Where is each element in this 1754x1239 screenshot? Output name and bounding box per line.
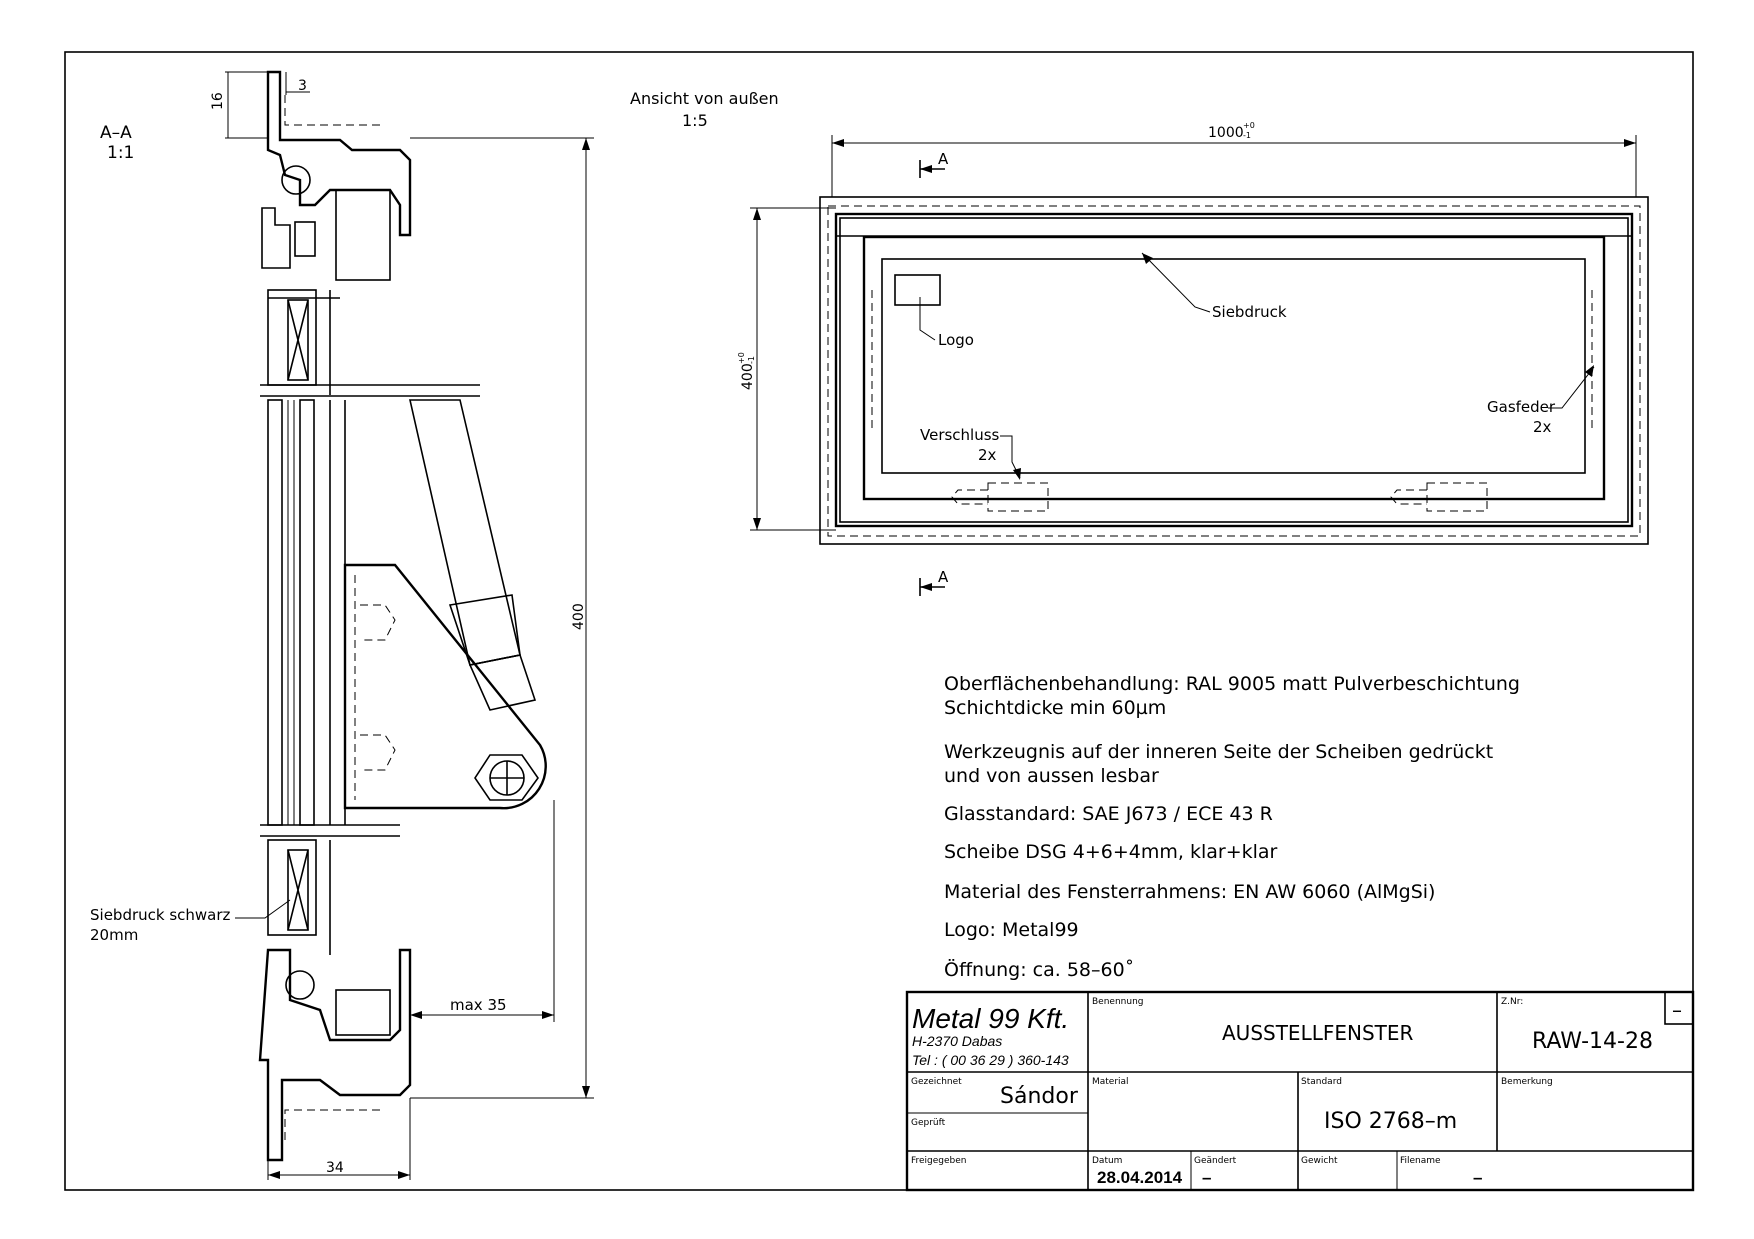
lock-right [1391,483,1487,511]
callout-print [90,900,290,944]
drawn-by: Sándor [1000,1084,1078,1109]
svg-text:Datum: Datum [1092,1156,1123,1166]
svg-text:-1: -1 [747,356,756,364]
note-tool-print-2: und von aussen lesbar [944,765,1159,787]
svg-text:Standard: Standard [1301,1077,1342,1087]
hinge-bracket [345,565,546,808]
svg-text:+0: +0 [1243,121,1255,130]
top-flange [268,72,410,235]
label-gasfeder [1487,365,1594,436]
revision: – [1672,998,1682,1022]
filename: – [1473,1168,1483,1187]
dim-top-height [210,72,268,138]
svg-text:Siebdruck: Siebdruck [1212,303,1287,321]
note-frame-material: Material des Fensterrahmens: EN AW 6060 (AlMgSi) [944,881,1436,903]
drawing-number: RAW-14-28 [1532,1029,1653,1054]
note-tool-print: Werkzeugnis auf der inneren Seite der Scheiben gedrückt [944,741,1494,763]
svg-text:A: A [938,150,949,168]
sash [864,237,1604,499]
svg-text:-1: -1 [1243,131,1251,140]
section-scale: 1:1 [107,143,135,163]
svg-text:400: 400 [571,603,587,630]
standard: ISO 2768–m [1324,1109,1458,1134]
svg-text:Geprüft: Geprüft [911,1118,946,1128]
svg-text:max 35: max 35 [450,996,507,1014]
lock-left [952,483,1048,511]
section-marker-bottom [920,568,949,596]
dim-width [832,121,1636,197]
dim-top-gap [286,72,310,95]
logo-box [895,275,940,305]
label-siebdruck [1142,253,1287,321]
svg-text:Logo: Logo [938,331,974,349]
title-block [907,992,1693,1190]
seal-circle-top [282,166,310,194]
section-view [90,72,594,1180]
svg-text:Geändert: Geändert [1194,1156,1237,1166]
note-opening: Öffnung: ca. 58–60˚ [944,959,1135,981]
svg-text:Siebdruck schwarz: Siebdruck schwarz [90,906,231,924]
svg-text:Bemerkung: Bemerkung [1501,1077,1553,1087]
svg-text:Gezeichnet: Gezeichnet [911,1077,962,1087]
front-view-title: Ansicht von außen [630,89,779,108]
note-logo: Logo: Metal99 [944,919,1079,941]
svg-text:20mm: 20mm [90,926,139,944]
svg-text:A: A [938,568,949,586]
note-thickness: Schichtdicke min 60µm [944,697,1167,719]
note-glass-standard: Glasstandard: SAE J673 / ECE 43 R [944,803,1273,825]
svg-text:Freigegeben: Freigegeben [911,1156,967,1166]
svg-text:2x: 2x [978,446,997,464]
dim-max-open [410,800,554,1022]
svg-text:Z.Nr:: Z.Nr: [1501,997,1524,1007]
part-name: AUSSTELLFENSTER [1222,1021,1414,1045]
svg-text:2x: 2x [1533,418,1552,436]
company-phone: Tel : ( 00 36 29 ) 360-143 [912,1052,1069,1068]
svg-text:Filename: Filename [1400,1156,1441,1166]
changed: – [1202,1168,1212,1187]
svg-text:Verschluss: Verschluss [920,426,1000,444]
front-view [630,89,1648,596]
dim-height-front [737,208,836,530]
svg-text:+0: +0 [737,352,746,364]
svg-text:Benennung: Benennung [1092,997,1144,1007]
svg-text:Gasfeder: Gasfeder [1487,398,1556,416]
svg-text:3: 3 [298,78,307,94]
note-pane: Scheibe DSG 4+6+4mm, klar+klar [944,841,1278,863]
svg-text:Material: Material [1092,1077,1129,1087]
gas-spring [410,400,520,665]
svg-text:Gewicht: Gewicht [1301,1156,1338,1166]
section-marker-top [920,150,949,178]
svg-text:16: 16 [210,92,226,110]
front-view-scale: 1:5 [682,111,708,130]
notes [944,673,1520,981]
outer-frame [820,197,1648,544]
company-address: H-2370 Dabas [912,1033,1003,1049]
svg-text:400: 400 [740,363,756,390]
svg-text:1000: 1000 [1208,125,1244,141]
date: 28.04.2014 [1097,1168,1183,1187]
svg-text:34: 34 [326,1160,344,1176]
note-surface: Oberflächenbehandlung: RAL 9005 matt Pulverbeschichtung [944,673,1520,695]
bottom-flange [260,950,410,1160]
section-label: A–A [100,123,132,143]
label-verschluss [920,426,1021,480]
company-name: Metal 99 Kft. [912,1003,1070,1034]
